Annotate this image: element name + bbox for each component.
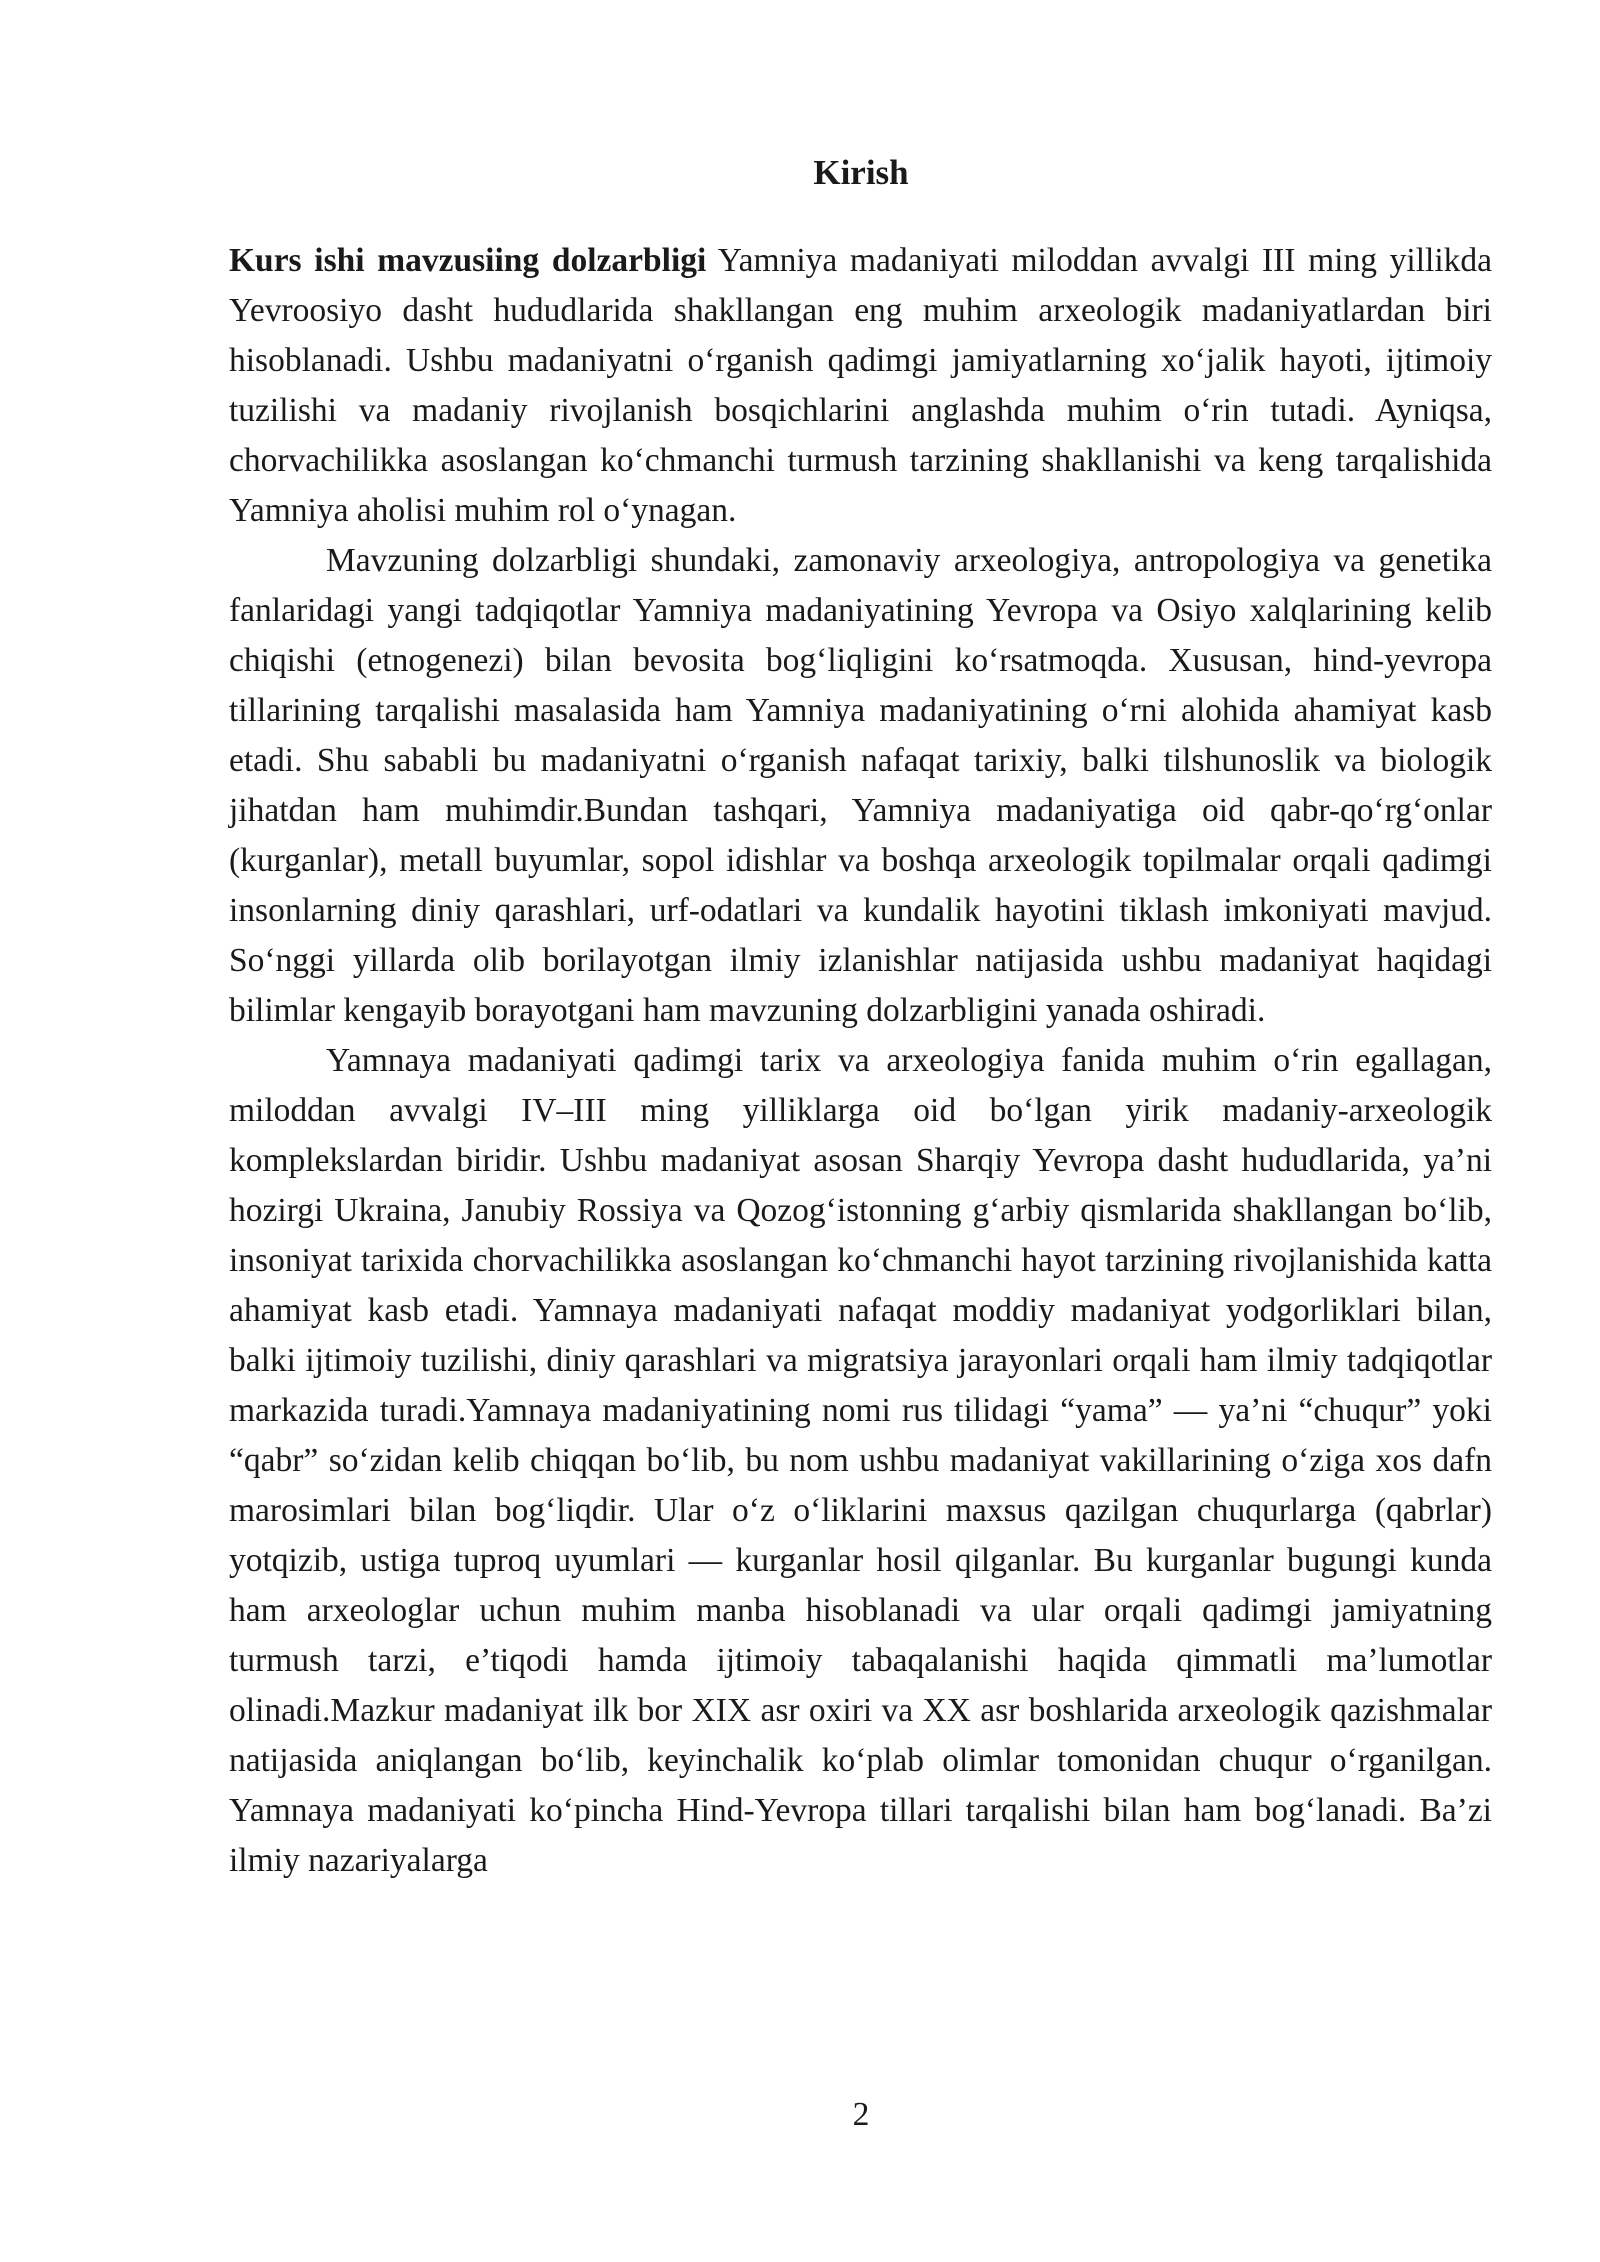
paragraph-3: Yamnaya madaniyati qadimgi tarix va arxeologiya fanida muhim o‘rin egallagan, miloddan avvalgi IV–III ming yilliklarga oid bo‘lgan yirik madaniy-arxeologik komplekslardan biridir. Ushbu madaniyat asosan Sharqiy Yevropa dasht hududlarida, ya’ni hozirgi Ukraina, Janubiy Rossiya va Qozog‘istonning g‘arbiy qismlarida shakllangan bo‘lib, insoniyat tarixida chorvachilikka asoslangan ko‘chmanchi hayot tarzining rivojlanishida katta ahamiyat kasb etadi. Yamnaya madaniyati nafaqat moddiy madaniyat yodgorliklari bilan, balki ijtimoiy tuzilishi, diniy qarashlari va migratsiya jarayonlari orqali ham ilmiy tadqiqotlar markazida turadi.Yamnaya madaniyatining nomi rus tilidagi “yama” — ya’ni “chuqur” yoki “qabr” so‘zidan kelib chiqqan bo‘lib, bu nom ushbu madaniyat vakillarining o‘ziga xos dafn marosimlari bilan bog‘liqdir. Ular o‘z o‘liklarini maxsus qazilgan chuqurlarga (qabrlar) yotqizib, ustiga tuproq uyumlari — kurganlar hosil qilganlar. Bu kurganlar bugungi kunda ham arxeologlar uchun muhim manba hisoblanadi va ular orqali qadimgi jamiyatning turmush tarzi, e’tiqodi hamda ijtimoiy tabaqalanishi haqida qimmatli ma’lumotlar olinadi.Mazkur madaniyat ilk bor XIX asr oxiri va XX asr boshlarida arxeologik qazishmalar natijasida aniqlangan bo‘lib, keyinchalik ko‘plab olimlar tomonidan chuqur o‘rganilgan. Yamnaya madaniyati ko‘pincha Hind-Yevropa tillari tarqalishi bilan ham bog‘lanadi. Ba’zi ilmiy nazariyalarga [229,1042,1492,1879]
section-heading: Kirish [813,153,909,192]
paragraph-1 [229,236,1492,536]
paragraph-lead: Kurs ishi mavzusiing dolzarbligi [229,242,707,279]
paragraph-text: Yamniya madaniyati miloddan avvalgi III ming yillikda Yevroosiyo dasht hududlarida shakllangan eng muhim arxeologik madaniyatlardan biri hisoblanadi. Ushbu madaniyatni o‘rganish qadimgi jamiyatlarning xo‘jalik hayoti, ijtimoiy tuzilishi va madaniy rivojlanish bosqichlarini anglashda muhim o‘rin tutadi. Ayniqsa, chorvachilikka asoslangan ko‘chmanchi turmush tarzining shakllanishi va keng tarqalishida Yamniya aholisi muhim rol o‘ynagan. [229,242,1492,529]
page-number: 2 [852,2096,870,2133]
body-text [229,236,1492,1886]
paragraph-2: Mavzuning dolzarbligi shundaki, zamonaviy arxeologiya, antropologiya va genetika fanlaridagi yangi tadqiqotlar Yamniya madaniyatining Yevropa va Osiyo xalqlarining kelib chiqishi (etnogenezi) bilan bevosita bog‘liqligini ko‘rsatmoqda. Xususan, hind-yevropa tillarining tarqalishi masalasida ham Yamniya madaniyatining o‘rni alohida ahamiyat kasb etadi. Shu sababli bu madaniyatni o‘rganish nafaqat tarixiy, balki tilshunoslik va biologik jihatdan ham muhimdir.Bundan tashqari, Yamniya madaniyatiga oid qabr-qo‘rg‘onlar (kurganlar), metall buyumlar, sopol idishlar va boshqa arxeologik topilmalar orqali qadimgi insonlarning diniy qarashlari, urf-odatlari va kundalik hayotini tiklash imkoniyati mavjud. So‘nggi yillarda olib borilayotgan ilmiy izlanishlar natijasida ushbu madaniyat haqidagi bilimlar kengayib borayotgani ham mavzuning dolzarbligini yanada oshiradi. [229,542,1492,1029]
